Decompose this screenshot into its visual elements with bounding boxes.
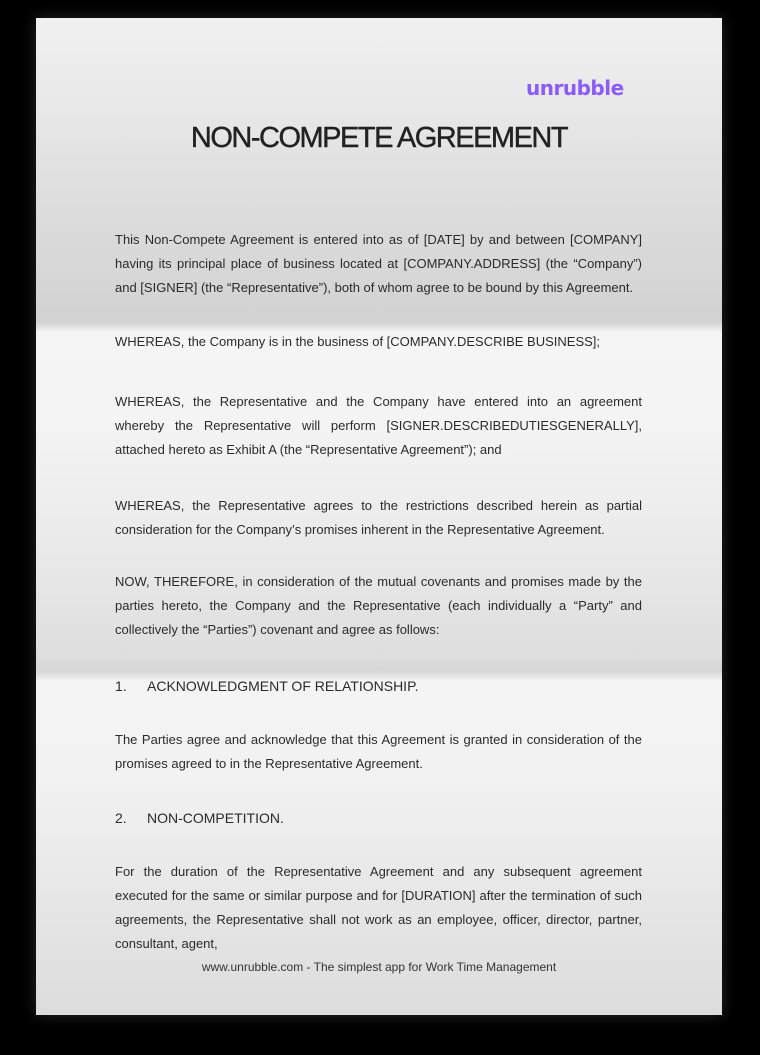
section-heading-2 [115, 810, 284, 826]
section-body-2: For the duration of the Representative Agreement and any subsequent agreement executed for the same or similar purpose and for [DURATION] after the termination of such agreements, the Representative shall not work as an employee, officer, director, partner, consultant, agent, [115, 864, 642, 951]
section-title: ACKNOWLEDGMENT OF RELATIONSHIP. [147, 678, 419, 694]
whereas-paragraph-2: WHEREAS, the Representative and the Company have entered into an agreement whereby the Representative will perform [SIGNER.DESCRIBEDUTIESGENERALLY], attached hereto as Exhibit A (the “Representative Agreement”); and [115, 394, 642, 457]
section-title: NON-COMPETITION. [147, 810, 284, 826]
section-number: 2. [115, 810, 127, 826]
now-therefore-paragraph: NOW, THEREFORE, in consideration of the mutual covenants and promises made by the parties hereto, the Company and the Representative (each individually a “Party” and collectively the “Parties”) covenant and agree as follows: [115, 574, 642, 637]
footer-text: www.unrubble.com - The simplest app for Work Time Management [201, 960, 557, 974]
section-number: 1. [115, 678, 127, 694]
whereas-paragraph-3: WHEREAS, the Representative agrees to the restrictions described herein as partial consideration for the Company’s promises inherent in the Representative Agreement. [115, 498, 642, 537]
section-body-1: The Parties agree and acknowledge that this Agreement is granted in consideration of the promises agreed to in the Representative Agreement. [115, 732, 642, 771]
brand-logo: unrubble [526, 76, 624, 100]
intro-paragraph: This Non-Compete Agreement is entered into as of [DATE] by and between [COMPANY] having its principal place of business located at [COMPANY.ADDRESS] (the “Company”) and [SIGNER] (the “Representative”), both of whom agree to be bound by this Agreement. [115, 232, 642, 295]
whereas-paragraph-1: WHEREAS, the Company is in the business of [COMPANY.DESCRIBE BUSINESS]; [115, 334, 601, 349]
document-title: NON-COMPETE AGREEMENT [190, 122, 568, 154]
section-heading-1 [115, 678, 419, 694]
document-page [36, 18, 722, 1015]
